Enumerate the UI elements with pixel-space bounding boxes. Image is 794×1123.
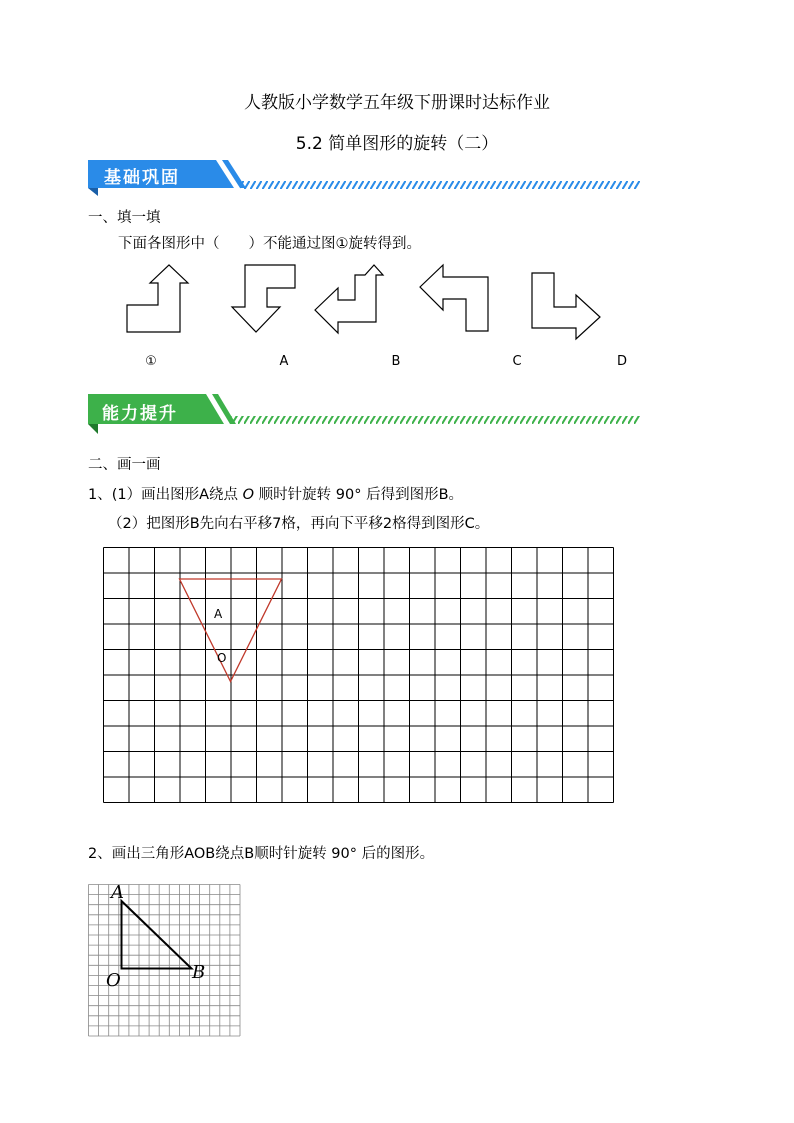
question-2: 2、画出三角形AOB绕点B顺时针旋转 90° 后的图形。: [88, 846, 435, 862]
shape-figure-a: [232, 265, 295, 332]
shape-figure-c: [420, 265, 488, 331]
banner-advanced-label: 能力提升: [102, 404, 178, 424]
document-subtitle: 5.2 简单图形的旋转（二）: [295, 134, 499, 154]
figure-label-1: ①: [145, 354, 157, 369]
shape-figure-b: [315, 265, 383, 333]
q1-part1-suffix: 顺时针旋转 90° 后得到图形B。: [258, 487, 464, 503]
section-banner-advanced: [88, 394, 648, 434]
grid1-label-a: A: [214, 607, 223, 621]
section1-heading: 一、填一填: [88, 210, 161, 226]
figure-label-b: B: [391, 354, 401, 369]
question-1-part-2: （2）把图形B先向右平移7格，再向下平移2格得到图形C。: [108, 516, 490, 532]
section1-question: 下面各图形中（ ）不能通过图①旋转得到。: [118, 236, 421, 252]
q1-part1-prefix: 1、(1）画出图形A绕点: [88, 487, 239, 503]
grid-2: [88, 884, 248, 1039]
figure-label-a: A: [279, 354, 289, 369]
document-title: 人教版小学数学五年级下册课时达标作业: [244, 93, 550, 113]
shape-figure-1: [127, 265, 188, 332]
grid2-label-a: A: [111, 882, 124, 903]
shape-figure-d: [532, 273, 600, 339]
grid-1: [103, 547, 613, 807]
grid2-label-b: B: [192, 962, 206, 983]
grid1-label-o: O: [217, 651, 227, 665]
banner-basic-label: 基础巩固: [104, 168, 180, 188]
section-banner-basic: [88, 160, 648, 196]
q1-point-o: O: [242, 487, 255, 503]
figure-label-c: C: [512, 354, 522, 369]
section2-heading: 二、画一画: [88, 457, 161, 473]
figure-label-d: D: [616, 354, 627, 369]
grid2-label-o: O: [106, 970, 121, 991]
question-1-part-1: [88, 483, 463, 504]
